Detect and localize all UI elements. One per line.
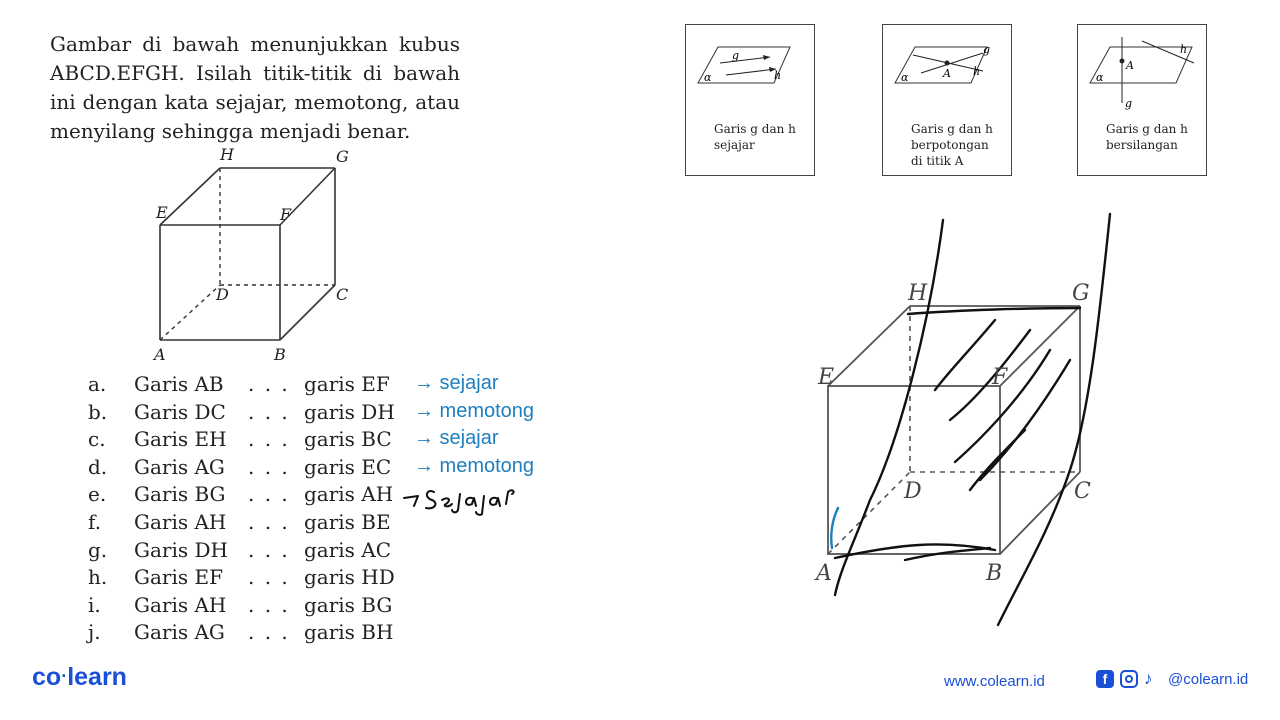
question-row [88,400,548,428]
vertex-label: E [156,203,168,222]
vertex-label: E [818,365,835,390]
question-line2: garis BH [304,620,394,645]
intro-paragraph [50,30,460,146]
question-line1: Garis BG [134,482,226,507]
question-blank: . . . [248,427,290,452]
question-row [88,372,548,400]
plane-label-alpha: α [901,71,909,84]
vertex-label: C [1074,479,1091,504]
handwritten-blue-stroke [831,508,838,548]
colearn-logo [32,663,127,692]
vertex-label: G [1072,281,1090,306]
question-line1: Garis AB [134,372,224,396]
question-blank: . . . [248,399,290,424]
question-row [88,427,548,455]
question-line1: Garis EF [134,565,223,590]
vertex-label: H [220,145,234,164]
plane-diagram [1082,35,1202,115]
question-letter: a. [88,372,107,396]
reference-caption [911,121,993,169]
question-letter: g. [88,537,108,562]
plane-label-alpha: α [704,71,712,84]
line-label-h: h [973,65,981,78]
question-letter: d. [88,454,108,479]
question-letter: b. [88,399,108,424]
question-blank: . . . [248,454,290,479]
reference-box-intersecting [882,24,1012,176]
question-blank: . . . [248,620,290,645]
question-line2: garis AC [304,537,392,562]
question-blank: . . . [248,482,290,507]
point-label-a: A [1126,59,1134,72]
question-line1: Garis EH [134,427,227,452]
plane-diagram [690,35,810,115]
question-row [88,620,548,648]
edge-EH [160,168,220,225]
vertex-label: A [816,561,832,586]
cube-diagram-large [780,200,1140,630]
question-line2: garis DH [304,399,395,424]
intro-text: Gambar di bawah menunjukkan kubus ABCD.EFGH. Isilah titik-titik di bawah ini dengan kata sejajar, memotong, atau menyilang sehingga menjadi benar. [50,32,460,143]
vertex-label: G [336,147,349,166]
question-line2: garis BE [304,509,391,534]
question-answer: → memotong [414,454,535,477]
edge-FG [1000,306,1080,386]
vertex-label: B [986,561,1003,586]
reference-caption [1106,121,1188,153]
facebook-icon[interactable]: f [1096,670,1114,688]
question-answer: → sejajar [414,372,499,394]
line-label-g: g [732,49,740,62]
question-blank: . . . [248,592,290,617]
logo-part: co [32,663,62,691]
handwritten-answer-e [400,478,530,518]
reference-box-skew [1077,24,1207,176]
point-label-a: A [943,67,951,80]
question-line1: Garis AG [134,454,225,479]
vertex-label: H [908,281,928,306]
vertex-label: B [274,345,286,364]
question-answer: → sejajar [414,427,499,450]
logo-dot: · [61,666,68,686]
question-letter: j. [88,620,101,645]
question-line1: Garis AH [134,509,227,534]
vertex-label: A [154,345,166,364]
vertex-label: F [280,205,292,224]
vertex-label: F [992,365,1008,390]
caption-line: bersilangan [1106,138,1178,152]
question-letter: h. [88,565,108,590]
line-label-g: g [983,43,991,56]
line-label-g: g [1125,97,1133,110]
cube-diagram-small [140,140,380,370]
question-blank: . . . [248,537,290,562]
question-line1: Garis AH [134,592,227,617]
question-line1: Garis DC [134,399,226,424]
edge-EH [828,306,910,386]
question-blank: . . . [248,372,290,396]
question-line2: garis BC [304,427,392,452]
handwritten-strokes [835,214,1110,625]
question-line2: garis AH [304,482,394,507]
caption-line: sejajar [714,138,755,152]
caption-line: Garis g dan h [1106,122,1188,136]
caption-line: di titik A [911,154,964,168]
question-line2: garis EF [304,372,390,396]
question-line2: garis HD [304,565,395,590]
vertex-label: D [904,479,922,504]
plane-diagram [887,35,1007,115]
caption-line: berpotongan [911,138,989,152]
edge-AD [828,472,910,554]
caption-line: Garis g dan h [714,122,796,136]
reference-caption [714,121,796,153]
instagram-icon[interactable] [1120,670,1138,688]
website-link[interactable]: www.colearn.id [944,673,1045,690]
question-line2: garis BG [304,592,393,617]
question-row [88,565,548,593]
vertex-label: C [336,285,349,304]
question-letter: f. [88,509,102,534]
reference-box-parallel [685,24,815,176]
question-line2: garis EC [304,454,392,479]
plane-label-alpha: α [1096,71,1104,84]
question-line1: Garis AG [134,620,225,645]
question-row [88,593,548,621]
vertex-label: D [216,285,229,304]
question-answer: → memotong [414,399,535,422]
question-row [88,538,548,566]
question-letter: e. [88,482,107,507]
question-blank: . . . [248,565,290,590]
question-letter: i. [88,592,101,617]
tiktok-icon[interactable]: ♪ [1144,669,1153,688]
question-blank: . . . [248,509,290,534]
line-label-h: h [774,69,782,82]
question-letter: c. [88,427,106,452]
front-face [828,386,1000,554]
line-label-h: h [1180,43,1188,56]
social-handle[interactable]: @colearn.id [1168,670,1249,688]
caption-line: Garis g dan h [911,122,993,136]
edge-AD [160,285,220,340]
edge-BC [280,285,335,340]
question-line1: Garis DH [134,537,228,562]
logo-part: learn [67,663,127,691]
social-links [1096,670,1248,688]
